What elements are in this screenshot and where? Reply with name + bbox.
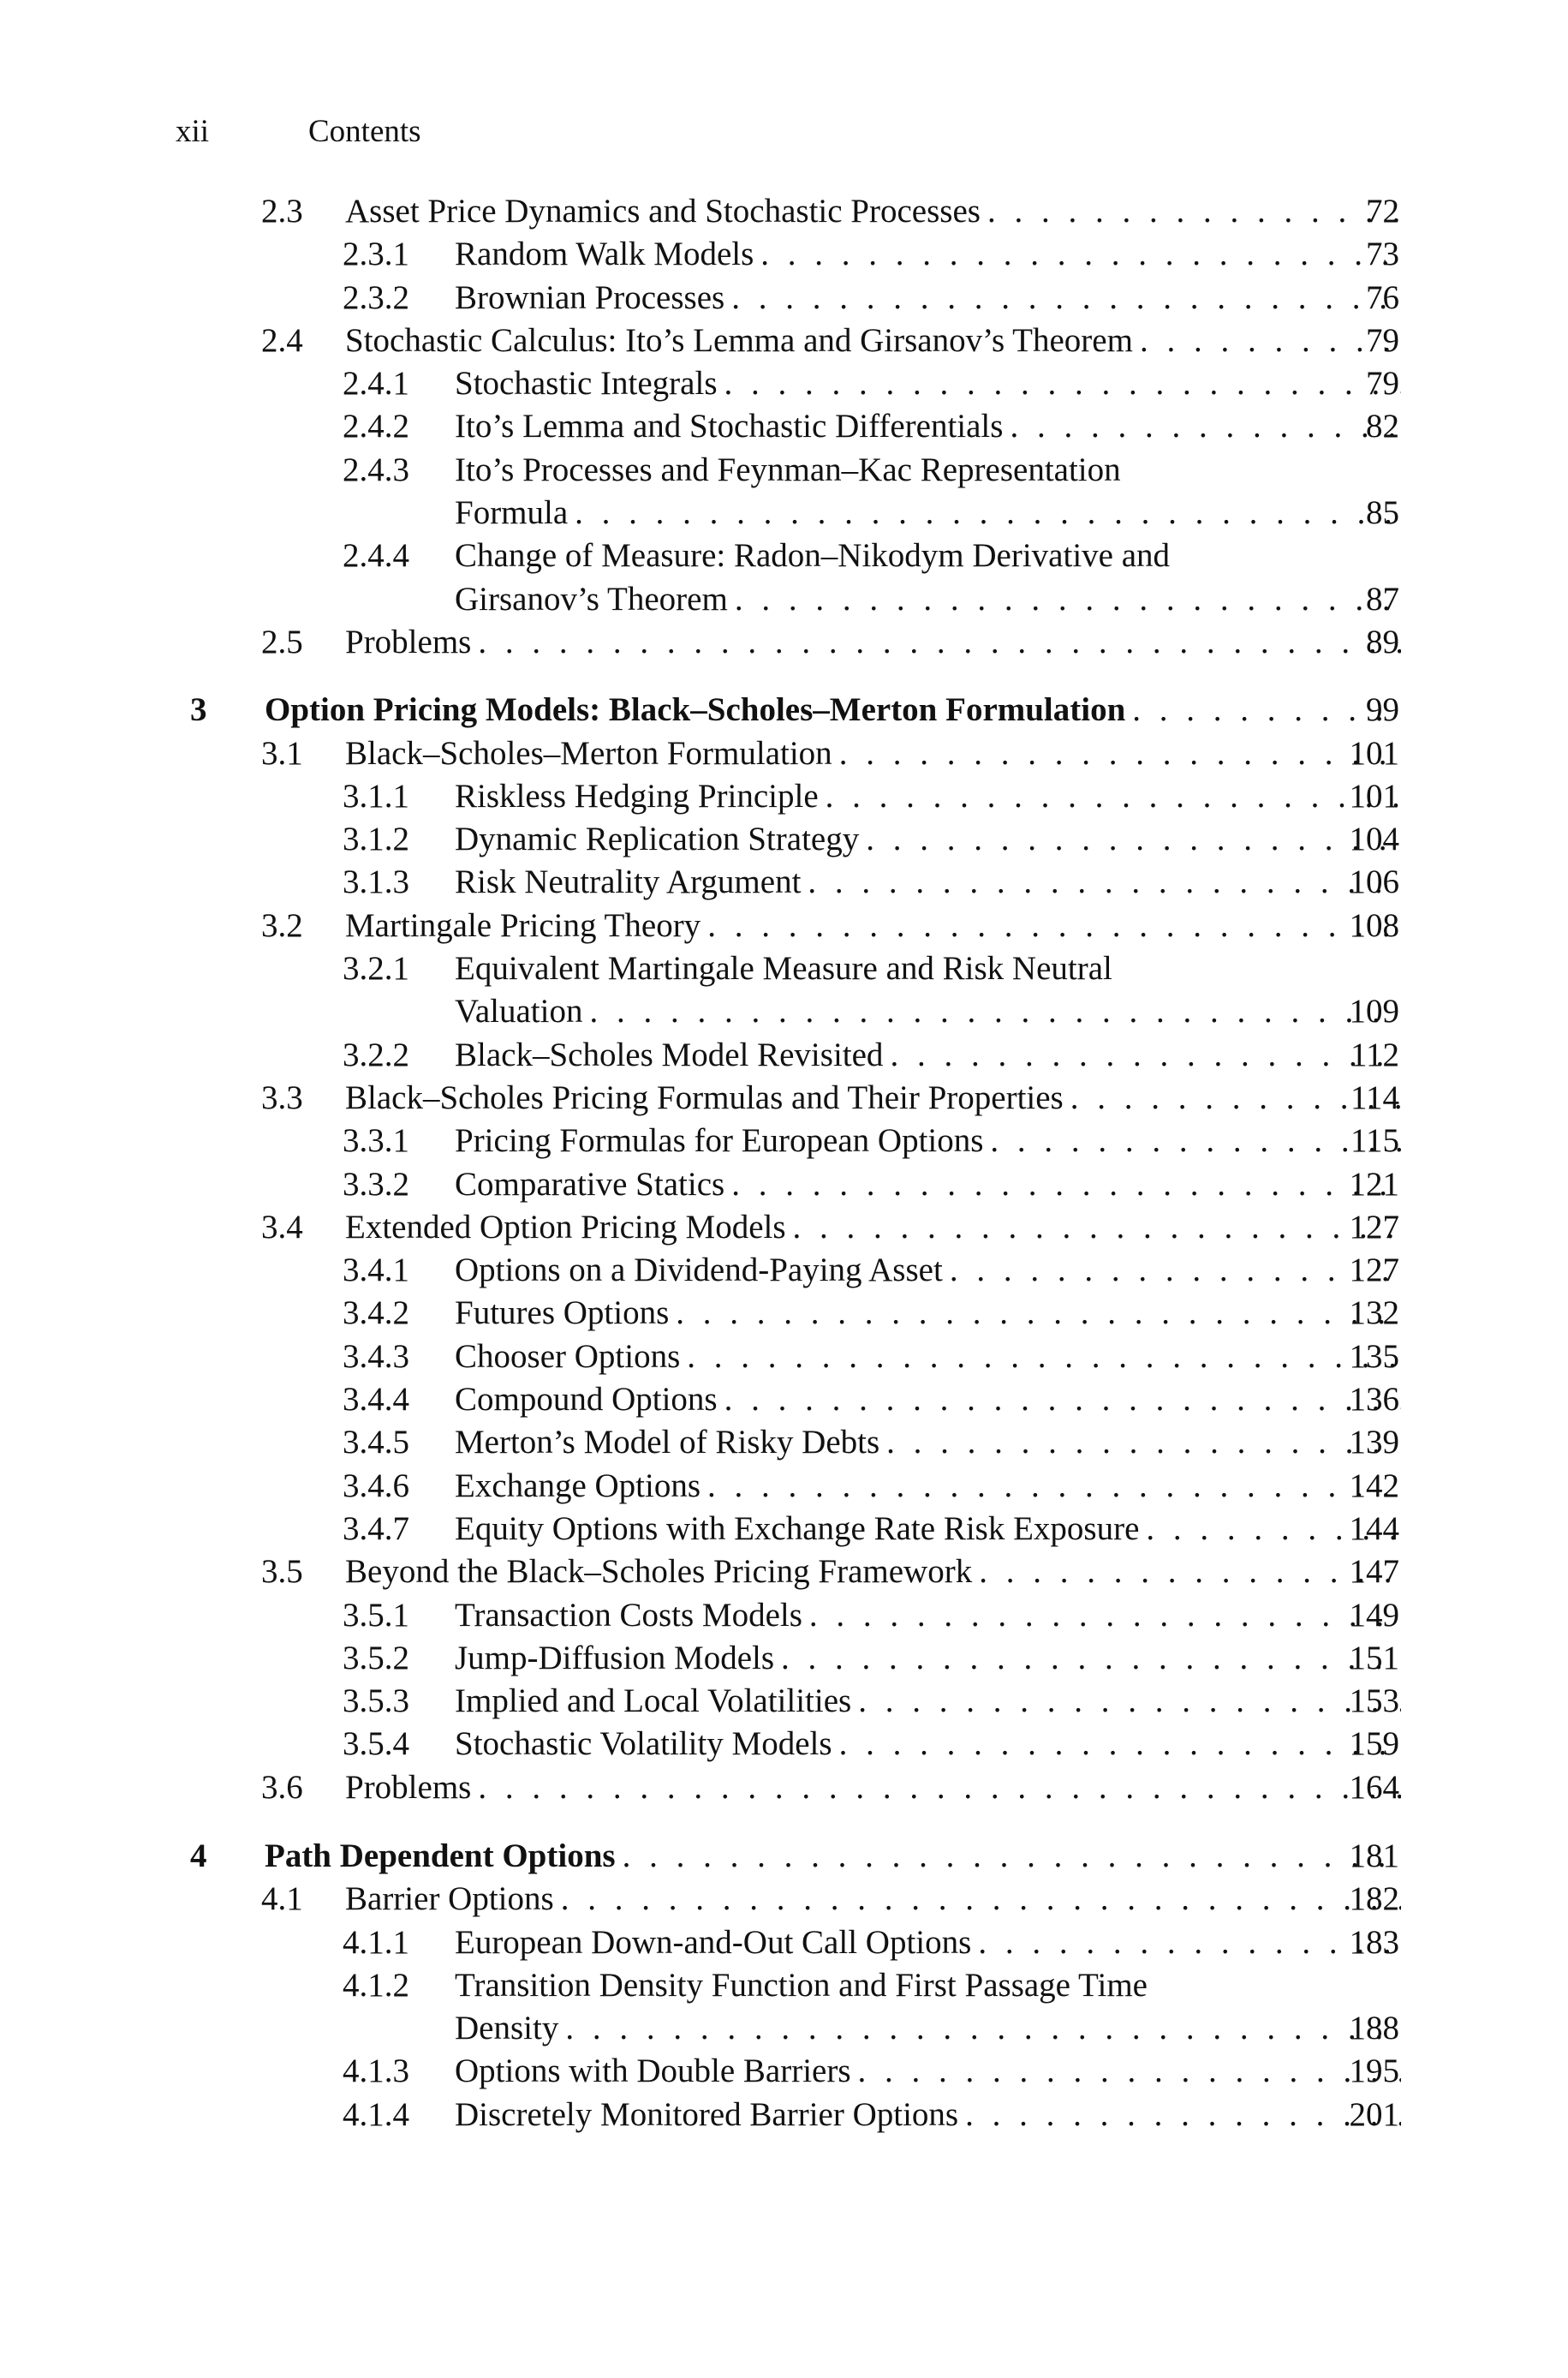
toc-entry-title-block [345, 1206, 1401, 1249]
toc-entry-number: 3.1.2 [343, 821, 409, 858]
dot-leader [879, 1421, 1401, 1464]
toc-entry-number: 3.3 [261, 1078, 303, 1116]
toc-entry-page: 127 [1349, 1208, 1399, 1246]
dot-leader [558, 2007, 1401, 2050]
toc-entry-page: 135 [1349, 1337, 1399, 1375]
toc-entry-section [0, 1077, 1568, 1120]
toc-entry-title-block [455, 1421, 1401, 1464]
toc-entry-title-block [455, 1637, 1401, 1680]
toc-entry-page: 136 [1349, 1381, 1399, 1419]
toc-entry-section [0, 905, 1568, 947]
dot-leader [754, 233, 1401, 276]
dot-leader [972, 1550, 1401, 1593]
toc-entry-title-block [455, 362, 1401, 405]
dot-leader [774, 1637, 1401, 1680]
toc-entry-subsection [0, 449, 1568, 535]
toc-entry-number: 2.3.2 [343, 278, 409, 316]
running-head [176, 113, 421, 151]
dot-leader [832, 732, 1401, 775]
dot-leader [851, 2050, 1401, 2093]
toc-entry-number: 2.4.1 [343, 365, 409, 403]
toc-entry-title: Beyond the Black–Scholes Pricing Framework [345, 1553, 973, 1591]
toc-entry-title-block [455, 1249, 1401, 1292]
toc-entry-page: 114 [1350, 1078, 1399, 1116]
toc-entry-title: Option Pricing Models: Black–Scholes–Merton Formulation [265, 691, 1126, 729]
toc-entry-number: 3.1.1 [343, 777, 409, 815]
toc-entry-number: 2.4.4 [343, 537, 409, 575]
toc-entry-section [0, 1878, 1568, 1921]
toc-entry-number: 3.1.3 [343, 863, 409, 901]
toc-entry-title: Black–Scholes Model Revisited [455, 1036, 884, 1073]
toc-entry-number: 4.1.3 [343, 2052, 409, 2090]
toc-entry-number: 3.1 [261, 734, 303, 772]
toc-entry-page: 73 [1366, 236, 1399, 273]
toc-entry-title-block [455, 233, 1401, 276]
toc-entry-title: Options with Double Barriers [455, 2052, 851, 2090]
toc-entry-title-block [455, 1594, 1401, 1637]
toc-entry-title-block [265, 1835, 1401, 1878]
dot-leader [1133, 320, 1401, 362]
toc-entry-subsection [0, 535, 1568, 621]
toc-entry-page: 104 [1349, 821, 1399, 858]
toc-entry-number: 4.1.4 [343, 2095, 409, 2133]
toc-entry-number: 4.1 [261, 1880, 303, 1918]
toc-entry-title-block [455, 1680, 1401, 1723]
toc-entry-page: 183 [1349, 1923, 1399, 1961]
toc-entry-title: Random Walk Models [455, 236, 754, 273]
dot-leader [724, 1163, 1401, 1206]
toc-entry-title: Comparative Statics [455, 1165, 725, 1203]
toc-entry-number: 4 [190, 1837, 207, 1874]
toc-entry-subsection [0, 818, 1568, 861]
dot-leader [718, 362, 1402, 405]
toc-entry-number: 2.4.3 [343, 451, 409, 488]
dot-leader [981, 190, 1401, 233]
toc-entry-title: Barrier Options [345, 1880, 554, 1918]
toc-entry-number: 3.2.2 [343, 1036, 409, 1073]
toc-entry-title: Futures Options [455, 1294, 670, 1332]
toc-entry-number: 3.4.4 [343, 1381, 409, 1419]
toc-entry-title: Equity Options with Exchange Rate Risk Exposure [455, 1509, 1140, 1547]
dot-leader [983, 1120, 1401, 1162]
toc-entry-title-block [455, 1964, 1401, 2051]
toc-entry-number: 3.2.1 [343, 950, 409, 988]
toc-entry-page: 201 [1349, 2095, 1399, 2133]
toc-entry-number: 3.3.2 [343, 1165, 409, 1203]
toc-entry-title-block [345, 190, 1401, 233]
toc-entry-title: Black–Scholes–Merton Formulation [345, 734, 832, 772]
toc-entry-number: 3.4.5 [343, 1424, 409, 1461]
toc-entry-title-block [455, 449, 1401, 535]
toc-entry-title-block [455, 1034, 1401, 1077]
toc-entry-title: Risk Neutrality Argument [455, 863, 802, 901]
toc-entry-page: 106 [1349, 863, 1399, 901]
dot-leader [971, 1921, 1401, 1964]
toc-entry-number: 3.3.1 [343, 1122, 409, 1160]
toc-entry-section [0, 320, 1568, 362]
toc-entry-title-block [455, 818, 1401, 861]
toc-entry-title: Valuation [455, 993, 583, 1031]
dot-leader [859, 818, 1401, 861]
toc-entry-number: 3.5.2 [343, 1639, 409, 1676]
toc-entry-number: 3.5 [261, 1553, 303, 1591]
toc-entry-title-block [455, 405, 1401, 448]
toc-entry-subsection [0, 1594, 1568, 1637]
dot-leader [554, 1878, 1401, 1921]
toc-entry-number: 3.5.1 [343, 1596, 409, 1634]
dot-leader [819, 775, 1401, 818]
toc-entry-page: 149 [1349, 1596, 1399, 1634]
toc-entry-number: 3.4.1 [343, 1252, 409, 1289]
toc-entry-page: 153 [1349, 1682, 1399, 1720]
toc-entry-title-block [345, 732, 1401, 775]
dot-leader [1125, 689, 1401, 732]
toc-entry-title: Brownian Processes [455, 278, 725, 316]
toc-entry-page: 76 [1366, 278, 1399, 316]
toc-entry-title: Black–Scholes Pricing Formulas and Their Properties [345, 1078, 1064, 1116]
toc-entry-number: 4.1.2 [343, 1966, 409, 2004]
toc-entry-page: 139 [1349, 1424, 1399, 1461]
toc-entry-title-block [345, 1077, 1401, 1120]
toc-entry-title-block [455, 861, 1401, 904]
toc-entry-title: Pricing Formulas for European Options [455, 1122, 984, 1160]
toc-entry-title: Transaction Costs Models [455, 1596, 802, 1634]
toc-entry-title-block [455, 1921, 1401, 1964]
toc-entry-subsection [0, 2094, 1568, 2136]
toc-entry-title-block [455, 2094, 1401, 2136]
toc-entry-title: Options on a Dividend-Paying Asset [455, 1252, 943, 1289]
toc-entry-title-block [345, 1766, 1401, 1809]
toc-entry-section [0, 190, 1568, 233]
dot-leader [786, 1206, 1401, 1249]
toc-entry-subsection [0, 2050, 1568, 2093]
toc-entry-title-block [455, 775, 1401, 818]
toc-entry-title: Stochastic Volatility Models [455, 1725, 832, 1763]
toc-entry-number: 3.5.4 [343, 1725, 409, 1763]
toc-entry-number: 3.4.6 [343, 1467, 409, 1504]
dot-leader [832, 1723, 1401, 1766]
toc-entry-subsection [0, 1421, 1568, 1464]
dot-leader [669, 1292, 1401, 1335]
toc-entry-number: 3.4 [261, 1208, 303, 1246]
toc-entry-title-block [455, 947, 1401, 1034]
toc-entry-page: 164 [1349, 1768, 1399, 1806]
toc-entry-subsection [0, 1120, 1568, 1162]
toc-entry-subsection [0, 1637, 1568, 1680]
toc-entry-title: Formula [455, 494, 569, 532]
toc-entry-title: Jump-Diffusion Models [455, 1639, 775, 1676]
toc-entry-subsection [0, 405, 1568, 448]
toc-entry-page: 85 [1366, 494, 1399, 532]
dot-leader [471, 1766, 1401, 1809]
toc-entry-page: 101 [1349, 777, 1399, 815]
dot-leader [1003, 405, 1401, 448]
toc-entry-subsection [0, 1723, 1568, 1766]
toc-entry-title-block [265, 689, 1401, 732]
toc-entry-subsection [0, 1964, 1568, 2051]
toc-entry-page: 82 [1366, 408, 1399, 445]
dot-leader [718, 1378, 1401, 1421]
dot-leader [802, 1594, 1401, 1637]
dot-leader [728, 578, 1401, 621]
dot-leader [724, 277, 1401, 320]
toc-entry-number: 4.1.1 [343, 1923, 409, 1961]
dot-leader [701, 1465, 1401, 1508]
toc-entry-section [0, 1550, 1568, 1593]
toc-entry-title-block [455, 1378, 1401, 1421]
toc-entry-subsection [0, 1508, 1568, 1550]
toc-entry-title-block [455, 1163, 1401, 1206]
toc-entry-number: 3.4.2 [343, 1294, 409, 1332]
toc-entry-number: 2.4 [261, 321, 303, 359]
toc-entry-title-first-line: Ito’s Processes and Feynman–Kac Representation [455, 451, 1121, 488]
toc-entry-number: 3.4.3 [343, 1337, 409, 1375]
toc-entry-title-block [345, 1550, 1401, 1593]
toc-entry-page: 101 [1349, 734, 1399, 772]
toc-entry-title-first-line: Transition Density Function and First Passage Time [455, 1966, 1148, 2004]
toc-entry-title-block [345, 621, 1401, 664]
toc-entry-title: Path Dependent Options [265, 1837, 616, 1874]
toc-entry-subsection [0, 1034, 1568, 1077]
toc-entry-title-block [455, 1508, 1401, 1550]
toc-entry-title: Density [455, 2010, 559, 2047]
toc-entry-number: 3.6 [261, 1768, 303, 1806]
toc-entry-section [0, 1766, 1568, 1809]
toc-entry-page: 121 [1349, 1165, 1399, 1203]
toc-entry-chapter [0, 689, 1568, 732]
toc-entry-title: Discretely Monitored Barrier Options [455, 2095, 959, 2133]
toc-entry-number: 3.4.7 [343, 1509, 409, 1547]
toc-entry-page: 79 [1366, 321, 1399, 359]
toc-entry-page: 99 [1366, 691, 1399, 729]
toc-entry-page: 142 [1349, 1467, 1399, 1504]
toc-entry-subsection [0, 1249, 1568, 1292]
toc-entry-title-block [455, 1120, 1401, 1162]
toc-entry-title-block [345, 320, 1401, 362]
dot-leader [616, 1835, 1401, 1878]
toc-entry-subsection [0, 1163, 1568, 1206]
toc-entry-subsection [0, 1465, 1568, 1508]
toc-entry-title: Problems [345, 623, 472, 660]
dot-leader [701, 905, 1401, 947]
toc-entry-number: 2.3 [261, 193, 303, 230]
toc-entry-title: Asset Price Dynamics and Stochastic Processes [345, 193, 981, 230]
dot-leader [958, 2094, 1401, 2136]
dot-leader [883, 1034, 1401, 1077]
toc-entry-number: 3.2 [261, 906, 303, 944]
toc-entry-section [0, 1206, 1568, 1249]
toc-entry-page: 188 [1349, 2010, 1399, 2047]
toc-entry-page: 159 [1349, 1725, 1399, 1763]
toc-entry-title-block [455, 1292, 1401, 1335]
toc-entry-number: 2.5 [261, 623, 303, 660]
toc-entry-title-first-line: Change of Measure: Radon–Nikodym Derivative and [455, 537, 1171, 575]
table-of-contents [0, 190, 1568, 2136]
toc-entry-page: 115 [1350, 1122, 1399, 1160]
toc-entry-page: 89 [1366, 623, 1399, 660]
toc-entry-title: Implied and Local Volatilities [455, 1682, 852, 1720]
toc-entry-subsection [0, 1378, 1568, 1421]
toc-entry-page: 181 [1349, 1837, 1399, 1874]
toc-entry-number: 3 [190, 691, 207, 729]
toc-entry-page: 132 [1349, 1294, 1399, 1332]
toc-entry-title: Compound Options [455, 1381, 718, 1419]
toc-entry-subsection [0, 861, 1568, 904]
toc-entry-title: Riskless Hedging Principle [455, 777, 819, 815]
toc-entry-title-block [345, 1878, 1401, 1921]
toc-entry-title: Stochastic Calculus: Ito’s Lemma and Girsanov’s Theorem [345, 321, 1133, 359]
toc-entry-chapter [0, 1835, 1568, 1878]
toc-entry-section [0, 732, 1568, 775]
toc-entry-title: Problems [345, 1768, 472, 1806]
toc-entry-page: 195 [1349, 2052, 1399, 2090]
toc-entry-title-block [455, 535, 1401, 621]
toc-entry-title-block [455, 1465, 1401, 1508]
toc-entry-page: 147 [1349, 1553, 1399, 1591]
toc-entry-title: Girsanov’s Theorem [455, 580, 728, 618]
toc-entry-subsection [0, 947, 1568, 1034]
dot-leader [582, 990, 1401, 1033]
toc-entry-number: 2.4.2 [343, 408, 409, 445]
toc-entry-title: Ito’s Lemma and Stochastic Differentials [455, 408, 1004, 445]
toc-entry-title-block [455, 277, 1401, 320]
toc-entry-subsection [0, 233, 1568, 276]
toc-entry-subsection [0, 1292, 1568, 1335]
toc-entry-title-block [455, 2050, 1401, 2093]
toc-entry-title: Stochastic Integrals [455, 365, 718, 403]
toc-entry-page: 144 [1349, 1509, 1399, 1547]
toc-entry-page: 151 [1349, 1639, 1399, 1676]
toc-entry-title-block [455, 1723, 1401, 1766]
toc-entry-page: 109 [1349, 993, 1399, 1031]
running-head-title: Contents [308, 114, 421, 149]
page-number: xii [176, 114, 210, 149]
toc-entry-page: 182 [1349, 1880, 1399, 1918]
dot-leader [568, 492, 1401, 535]
toc-entry-title: European Down-and-Out Call Options [455, 1923, 972, 1961]
toc-entry-page: 112 [1350, 1036, 1399, 1073]
toc-entry-page: 87 [1366, 580, 1399, 618]
toc-entry-subsection [0, 277, 1568, 320]
toc-entry-title: Merton’s Model of Risky Debts [455, 1424, 880, 1461]
dot-leader [680, 1335, 1401, 1378]
toc-entry-page: 72 [1366, 193, 1399, 230]
toc-entry-title-block [455, 1335, 1401, 1378]
toc-entry-subsection [0, 1680, 1568, 1723]
toc-entry-number: 3.5.3 [343, 1682, 409, 1720]
toc-entry-title-first-line: Equivalent Martingale Measure and Risk Neutral [455, 950, 1112, 988]
toc-entry-title: Exchange Options [455, 1467, 701, 1504]
toc-entry-page: 108 [1349, 906, 1399, 944]
dot-leader [471, 621, 1401, 664]
toc-entry-title: Dynamic Replication Strategy [455, 821, 860, 858]
toc-entry-page: 79 [1366, 365, 1399, 403]
dot-leader [943, 1249, 1401, 1292]
toc-entry-title-block [345, 905, 1401, 947]
toc-entry-number: 2.3.1 [343, 236, 409, 273]
toc-entry-subsection [0, 1335, 1568, 1378]
toc-entry-subsection [0, 362, 1568, 405]
toc-entry-title: Extended Option Pricing Models [345, 1208, 786, 1246]
dot-leader [851, 1680, 1401, 1723]
toc-entry-subsection [0, 1921, 1568, 1964]
toc-entry-title: Martingale Pricing Theory [345, 906, 701, 944]
toc-entry-subsection [0, 775, 1568, 818]
dot-leader [801, 861, 1401, 904]
toc-entry-page: 127 [1349, 1252, 1399, 1289]
toc-entry-title: Chooser Options [455, 1337, 681, 1375]
toc-entry-section [0, 621, 1568, 664]
